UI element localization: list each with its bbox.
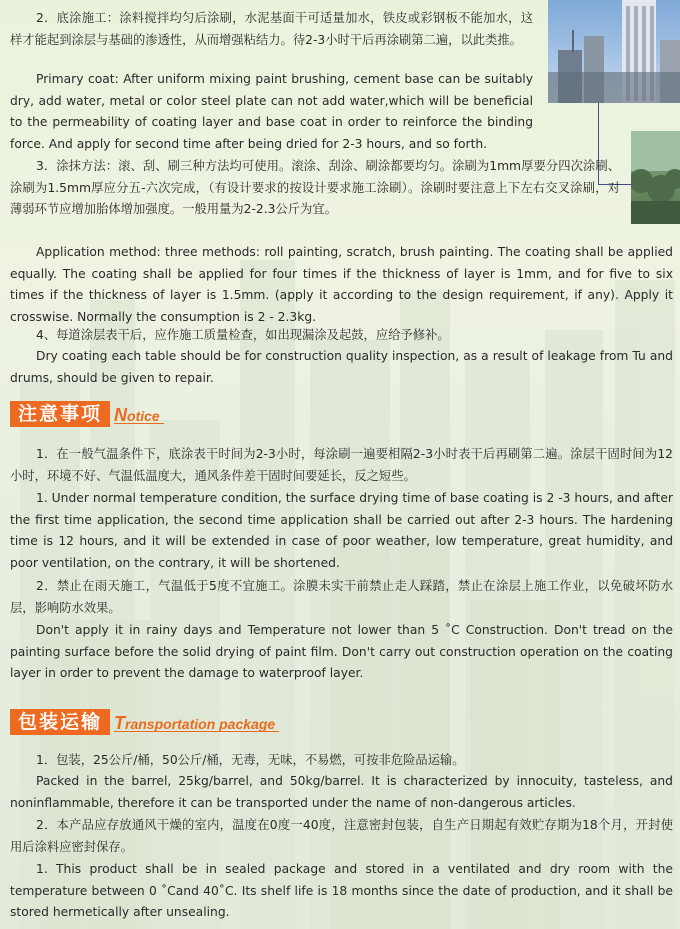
paragraph-packing-en: Packed in the barrel, 25kg/barrel, and 50kg/barrel. It is characterized by innocuity, tasteless, and noninflammable, therefore it can be transported under the name of non-dangerous articles. xyxy=(10,774,673,810)
paragraph-quality-check-cn: 4、每道涂层表干后，应作施工质量检查，如出现漏涂及起鼓，应给予修补。 xyxy=(36,328,450,342)
paragraph-drying-time-en: 1. Under normal temperature condition, the surface drying time of base coating is 2 -3 hours, and after the first time application, the second time application shall be carried out after 2-3 hours. The hardening time is 12 hours, and it will be extended in case of poor weather, low temperature, great humidity, and poor ventilation, on the contrary, it will be shortened. xyxy=(10,491,673,570)
notice-heading-cn: 注意事项 xyxy=(10,401,110,427)
notice-heading xyxy=(10,401,164,427)
transport-heading xyxy=(10,709,279,735)
paragraph-base-coat-en: Primary coat: After uniform mixing paint brushing, cement base can be suitably dry, add water, metal or color steel plate can not add water,which will be beneficial to the permeability of coating layer and base coat in order to reinforce the binding force. And apply for second time after being dried for 2-3 hours, and so forth. xyxy=(10,72,533,151)
building-facade-photo xyxy=(631,131,680,224)
paragraph-storage-en: 1. This product shall be in sealed package and stored in a ventilated and dry room with the temperature between 0 ˚Cand 40˚C. Its shelf life is 18 months since the date of production, and it shall be stored hermetically after unsealing. xyxy=(10,862,673,920)
paragraph-drying-time-cn: 1．在一般气温条件下，底涂表干时间为2-3小时，每涂刷一遍要相隔2-3小时表干后再刷第二遍。涂层干固时间为12小时，环境不好、气温低温度大，通风条件差干固时间要延长，反之短些。 xyxy=(10,447,673,483)
paragraph-rain-warning-cn: 2．禁止在雨天施工，气温低于5度不宜施工。涂膜未实干前禁止走人踩踏，禁止在涂层上施工作业，以免破坏防水层，影响防水效果。 xyxy=(10,579,673,615)
paragraph-base-coat-cn: 2．底涂施工：涂料搅拌均匀后涂刷，水泥基面干可适量加水，铁皮或彩钢板不能加水，这样才能起到涂层与基础的渗透性，从而增强粘结力。待2-3小时干后再涂刷第二遍，以此类推。 xyxy=(10,11,533,47)
paragraph-rain-warning-en: Don't apply it in rainy days and Temperature not lower than 5 ˚C Construction. Don't tread on the painting surface before the solid drying of paint film. Don't carry out construction operation on the coating layer in order to prevent the damage to waterproof layer. xyxy=(10,623,673,681)
paragraph-storage-cn: 2．本产品应存放通风干燥的室内，温度在0度一40度，注意密封包装，自生产日期起有效贮存期为18个月，开封使用后涂料应密封保存。 xyxy=(10,818,673,854)
transport-heading-en: Transportation package xyxy=(114,713,279,732)
paragraph-application-en: Application method: three methods: roll painting, scratch, brush painting. The coating shall be applied equally. The coating shall be applied for four times if the thickness of layer is 1mm, and for five to six times if the thickness of layer is 1.5mm. (apply it according to the design requirement, if any). Apply it crosswise. Normally the consumption is 2 - 2.3kg. xyxy=(10,245,673,324)
notice-heading-en: Notice xyxy=(114,405,164,424)
paragraph-packing-cn: 1．包装，25公斤/桶，50公斤/桶，无毒，无味，不易燃，可按非危险品运输。 xyxy=(36,753,465,767)
skyscraper-photo xyxy=(548,0,680,103)
paragraph-application-cn: 3．涂抹方法：滚、刮、刷三种方法均可使用。滚涂、刮涂、刷涂都要均匀。涂刷为1mm厚要分四次涂刷、涂刷为1.5mm厚应分五-六次完成，（有设计要求的按设计要求施工涂刷）。涂刷时要注意上下左右交叉涂刷，对薄弱环节应增加胎体增加强度。一般用量为2-2.3公斤为宜。 xyxy=(10,159,620,217)
transport-heading-cn: 包装运输 xyxy=(10,709,110,735)
paragraph-quality-check-en: Dry coating each table should be for construction quality inspection, as a result of leakage from Tu and drums, should be given to repair. xyxy=(10,349,673,385)
